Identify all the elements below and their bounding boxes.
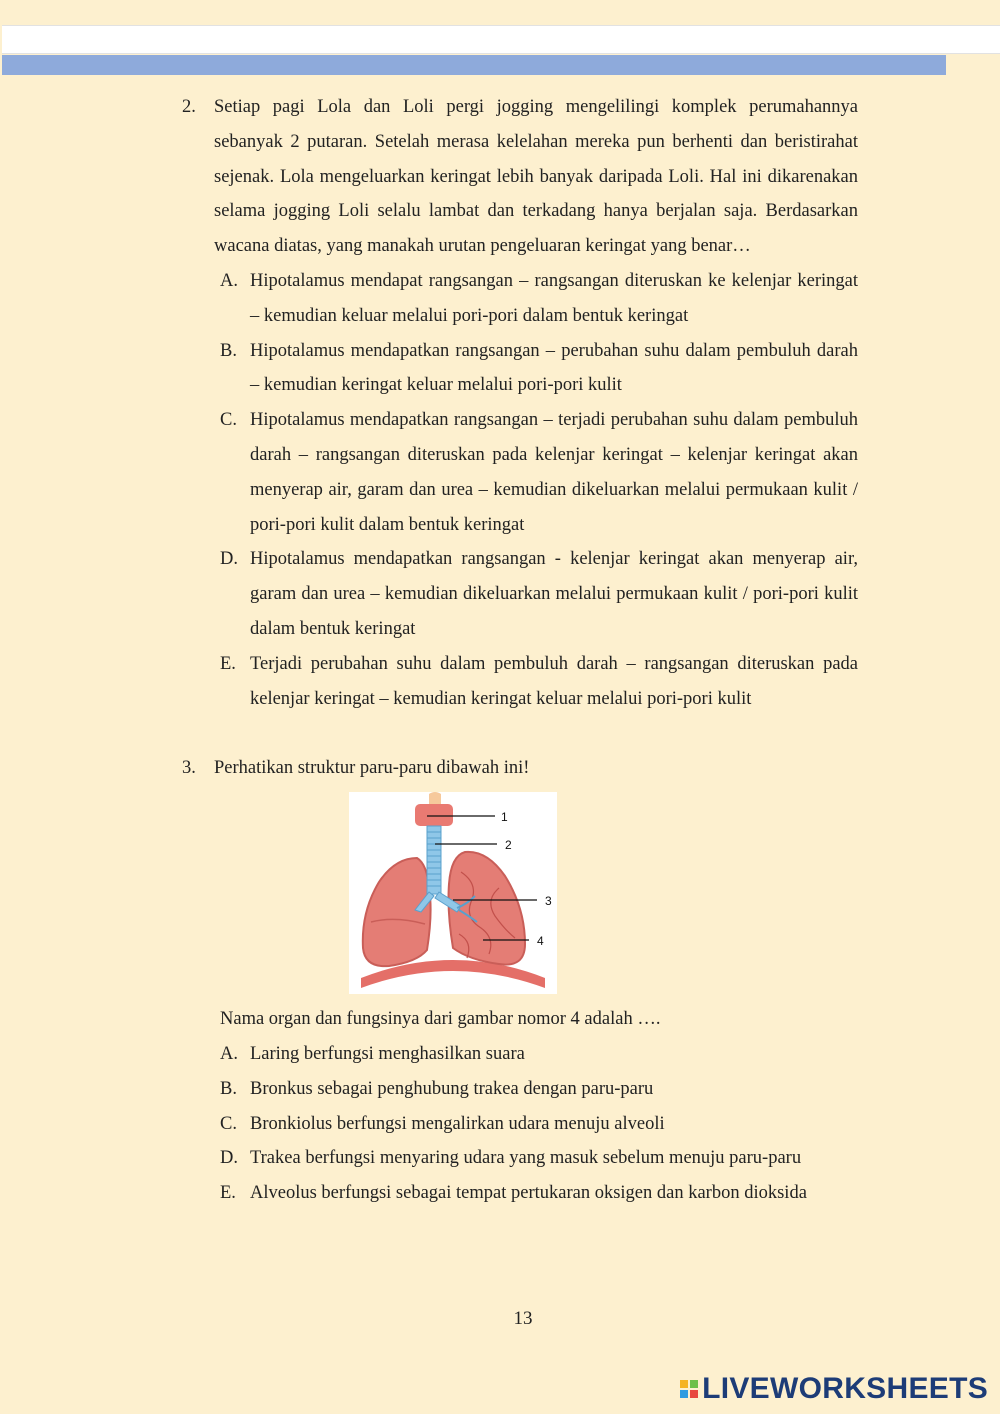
option-letter: E. (220, 653, 236, 674)
option-a[interactable] (220, 264, 858, 334)
option-text: Trakea berfungsi menyaring udara yang masuk sebelum menuju paru-paru (250, 1148, 802, 1169)
option-text: Terjadi perubahan suhu dalam pembuluh darah – rangsangan diteruskan pada kelenjar keringat – kemudian keringat keluar melalui pori-pori kulit (250, 653, 858, 709)
logo-square-3 (680, 1390, 688, 1398)
option-e[interactable] (220, 647, 858, 717)
lung-diagram-svg (349, 792, 557, 994)
option-c[interactable] (220, 403, 858, 542)
option-b[interactable] (220, 1072, 858, 1107)
option-letter: B. (220, 1078, 237, 1099)
worksheet-content (182, 90, 858, 1211)
lung-diagram (349, 792, 557, 994)
question-3-options (220, 1037, 858, 1211)
option-letter: D. (220, 549, 238, 570)
option-letter: C. (220, 1113, 237, 1134)
option-text: Hipotalamus mendapatkan rangsangan – terjadi perubahan suhu dalam pembuluh darah – rangsangan diteruskan pada kelenjar keringat – kelenjar keringat akan menyerap air, garam dan urea – kemudian dikeluarkan melalui permukaan kulit / pori-pori kulit dalam bentuk keringat (250, 410, 858, 535)
option-text: Alveolus berfungsi sebagai tempat pertukaran oksigen dan karbon dioksida (250, 1183, 807, 1204)
liveworksheets-logo[interactable] (680, 1372, 988, 1406)
option-text: Bronkiolus berfungsi mengalirkan udara menuju alveoli (250, 1113, 665, 1134)
question-spacer (182, 716, 858, 751)
question-number: 2. (182, 97, 196, 117)
option-a[interactable] (220, 1037, 858, 1072)
trachea-shape (427, 826, 441, 894)
option-letter: A. (220, 270, 238, 291)
page-number: 13 (513, 1308, 533, 1329)
option-text: Hipotalamus mendapatkan rangsangan – perubahan suhu dalam pembuluh darah – kemudian keringat keluar melalui pori-pori kulit (250, 340, 858, 396)
logo-mark-icon (680, 1380, 698, 1398)
logo-square-1 (680, 1380, 688, 1388)
header-strip (2, 25, 1000, 54)
option-letter: E. (220, 1183, 236, 1204)
figure-label-1: 1 (501, 810, 508, 825)
epiglottis-shape (429, 792, 441, 804)
header-bar (2, 55, 946, 75)
option-d[interactable] (220, 1141, 858, 1176)
option-e[interactable] (220, 1176, 858, 1211)
option-letter: C. (220, 410, 237, 431)
option-letter: D. (220, 1148, 238, 1169)
option-letter: B. (220, 340, 237, 361)
question-text: Perhatikan struktur paru-paru dibawah ini! (214, 758, 530, 779)
option-c[interactable] (220, 1107, 858, 1142)
option-text: Bronkus sebagai penghubung trakea dengan paru-paru (250, 1078, 654, 1099)
logo-text: LIVEWORKSHEETS (702, 1372, 988, 1405)
question-3 (182, 751, 858, 786)
option-text: Hipotalamus mendapatkan rangsangan - kelenjar keringat akan menyerap air, garam dan urea – kemudian dikeluarkan melalui permukaan kulit / pori-pori kulit dalam bentuk keringat (250, 549, 858, 639)
question-2 (182, 90, 858, 264)
option-d[interactable] (220, 542, 858, 646)
option-text: Hipotalamus mendapat rangsangan – rangsangan diteruskan ke kelenjar keringat – kemudian keluar melalui pori-pori dalam bentuk keringat (250, 270, 858, 326)
question-number: 3. (182, 758, 196, 779)
question-text: Setiap pagi Lola dan Loli pergi jogging mengelilingi komplek perumahannya sebanyak 2 putaran. Setelah merasa kelelahan mereka pun berhenti dan beristirahat sejenak. Lola mengeluarkan keringat lebih banyak daripada Loli. Hal ini dikarenakan selama jogging Loli selalu lambat dan terkadang hanya berjalan saja. Berdasarkan wacana diatas, yang manakah urutan pengeluaran keringat yang benar… (214, 97, 858, 257)
question-prompt: Nama organ dan fungsinya dari gambar nomor 4 adalah …. (220, 1009, 661, 1030)
option-text: Laring berfungsi menghasilkan suara (250, 1043, 525, 1064)
figure-label-4: 4 (537, 934, 544, 949)
question-2-options (220, 264, 858, 716)
option-letter: A. (220, 1043, 238, 1064)
figure-label-2: 2 (505, 838, 512, 853)
larynx-shape (415, 804, 453, 826)
figure-label-3: 3 (545, 894, 552, 909)
logo-square-4 (690, 1390, 698, 1398)
option-b[interactable] (220, 334, 858, 404)
logo-square-2 (690, 1380, 698, 1388)
